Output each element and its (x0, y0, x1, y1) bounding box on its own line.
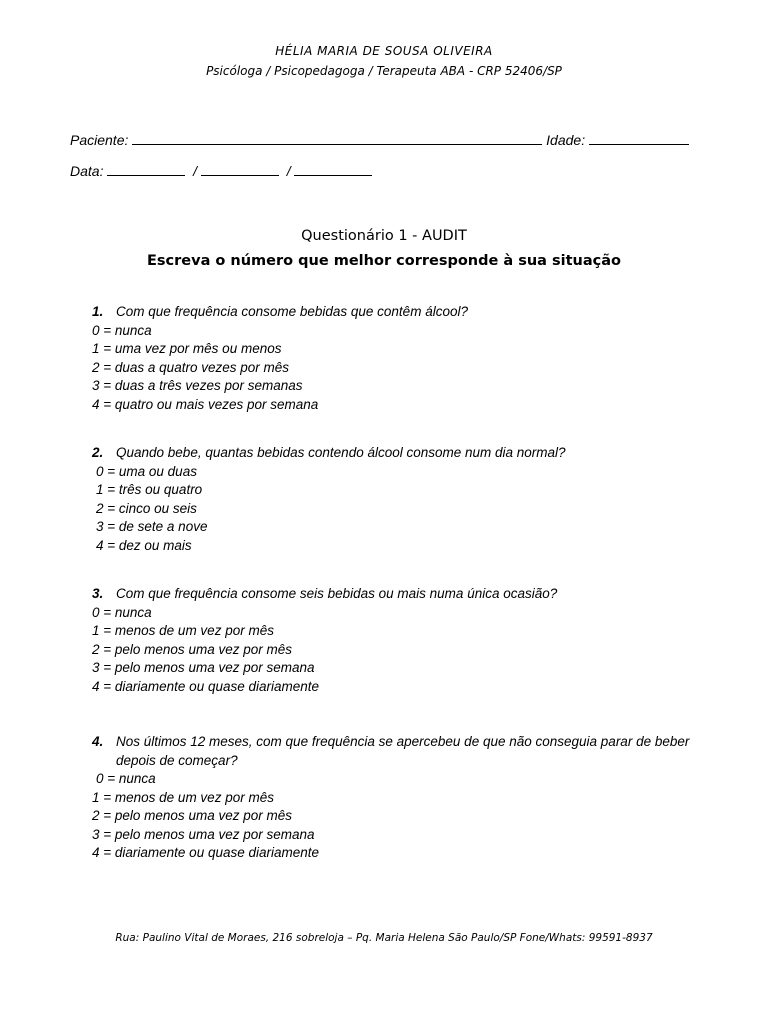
age-blank[interactable] (589, 131, 689, 145)
option: 2 = pelo menos uma vez por mês (92, 641, 292, 657)
option: 3 = duas a três vezes por semanas (92, 378, 303, 393)
footer-address: Rua: Paulino Vital de Moraes, 216 sobreloja – Pq. Maria Helena São Paulo/SP Fone/Whats: 99591-8937 (115, 932, 653, 944)
option: 4 = diariamente ou quase diariamente (92, 678, 320, 694)
option: 0 = uma ou duas (96, 463, 197, 479)
question-number: 4. (92, 734, 104, 749)
option: 1 = uma vez por mês ou menos (92, 341, 282, 356)
option: 1 = menos de um vez por mês (92, 789, 274, 805)
date-year-blank[interactable] (294, 162, 372, 176)
questionnaire-title: Questionário 1 - AUDIT (301, 228, 467, 244)
option: 3 = de sete a nove (96, 519, 208, 534)
question-3 (92, 585, 692, 696)
date-line (70, 162, 372, 179)
option: 1 = menos de um vez por mês (92, 623, 274, 638)
option: 4 = diariamente ou quase diariamente (92, 845, 320, 860)
date-label: Data: (70, 163, 104, 179)
patient-label: Paciente: (70, 132, 129, 148)
question-number: 3. (92, 586, 104, 601)
option: 3 = pelo menos uma vez por semana (92, 660, 315, 675)
date-month-blank[interactable] (201, 162, 279, 176)
option: 2 = cinco ou seis (96, 500, 197, 516)
questionnaire-titles (0, 225, 768, 275)
question-text: Quando bebe, quantas bebidas contendo álcool consome num dia normal? (116, 445, 566, 460)
question-text: Com que frequência consome bebidas que contêm álcool? (116, 304, 468, 319)
option: 0 = nunca (92, 604, 152, 620)
instruction-text: Escreva o número que melhor corresponde à sua situação (147, 253, 621, 269)
date-day-blank[interactable] (107, 162, 185, 176)
option: 4 = quatro ou mais vezes por semana (92, 396, 319, 412)
patient-line (70, 131, 689, 148)
option: 0 = nunca (92, 322, 152, 338)
option: 1 = três ou quatro (96, 482, 203, 497)
option: 0 = nunca (96, 771, 156, 786)
date-separator: / (286, 163, 291, 179)
question-text: Com que frequência consome seis bebidas ou mais numa única ocasião? (116, 586, 558, 601)
professional-title: Psicóloga / Psicopedagoga / Terapeuta ABA - CRP 52406/SP (206, 64, 562, 78)
psychologist-name: HÉLIA MARIA DE SOUSA OLIVEIRA (275, 44, 493, 58)
option: 4 = dez ou mais (96, 537, 192, 553)
question-2 (92, 444, 692, 555)
question-text: Nos últimos 12 meses, com que frequência se apercebeu de que não conseguia parar de beber depois de começar? (116, 734, 690, 768)
question-number: 1. (92, 304, 104, 319)
letterhead (0, 41, 768, 81)
option: 3 = pelo menos uma vez por semana (92, 826, 315, 842)
option: 2 = duas a quatro vezes por mês (92, 359, 289, 375)
option: 2 = pelo menos uma vez por mês (92, 808, 292, 823)
question-number: 2. (92, 445, 104, 460)
date-separator: / (193, 163, 198, 179)
patient-blank[interactable] (132, 131, 542, 145)
age-label: Idade: (546, 132, 586, 148)
question-4 (92, 733, 692, 863)
question-1 (92, 303, 692, 414)
